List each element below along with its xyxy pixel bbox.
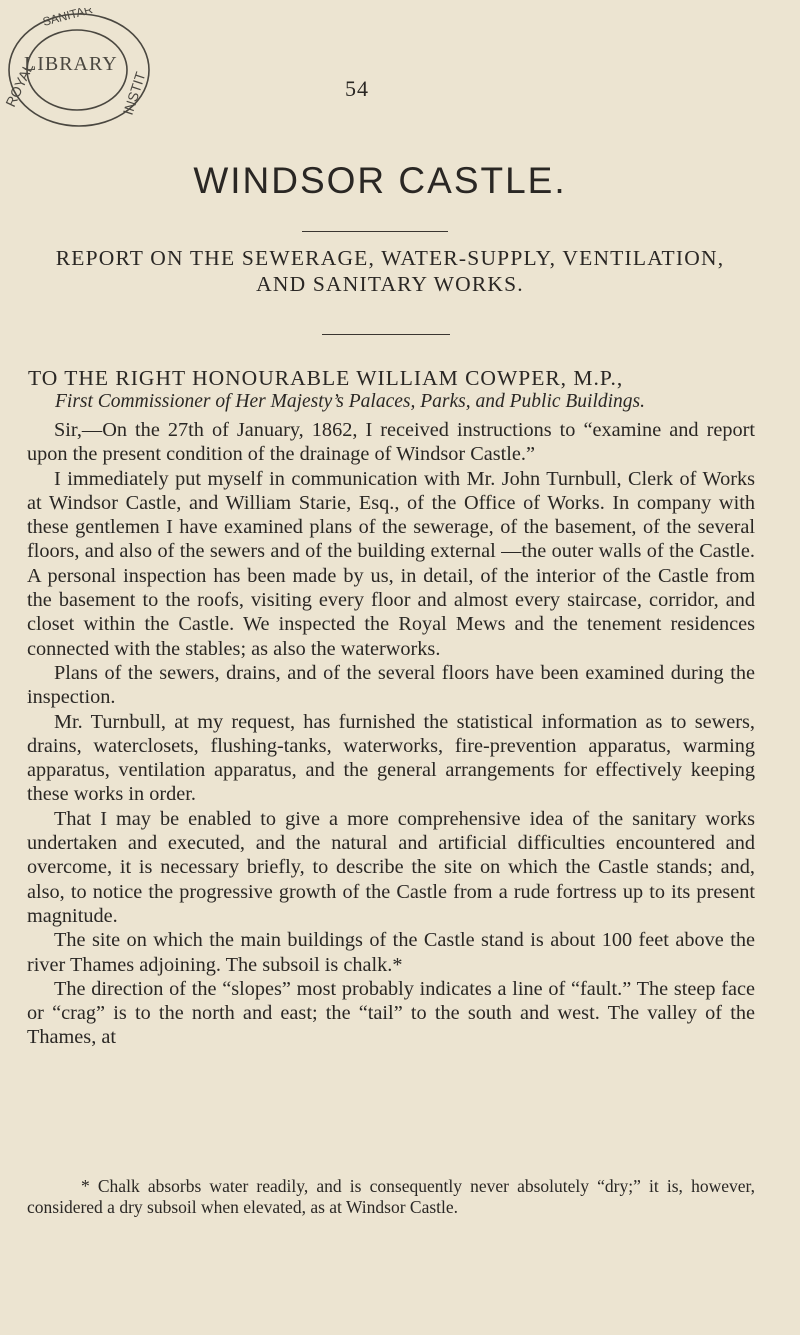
paragraph: Mr. Turnbull, at my request, has furnished the statistical information as to sewers, drains, waterclosets, flushing-tanks, waterworks, fire-prevention apparatus, warming apparatus, ventilation apparatus, and the general arrangements for effectively keeping these works in order.	[27, 710, 755, 806]
paragraph: Plans of the sewers, drains, and of the several floors have been examined during the inspection.	[27, 661, 755, 709]
addressee-office: First Commissioner of Her Majesty’s Palaces, Parks, and Public Buildings.	[55, 391, 646, 412]
svg-text:ROYAL: ROYAL	[4, 60, 37, 110]
svg-text:SANITAR: SANITAR	[41, 8, 95, 29]
page-title: WINDSOR CASTLE.	[193, 160, 567, 201]
subtitle-rule	[322, 334, 450, 335]
footnote-text: * Chalk absorbs water readily, and is consequently never absolutely “dry;” it is, however, considered a dry subsoil when elevated, as at Windsor Castle.	[27, 1176, 755, 1217]
paragraph: I immediately put myself in communication with Mr. John Turnbull, Clerk of Works at Windsor Castle, and William Starie, Esq., of the Office of Works. In company with these gentlemen I have examined plans of the sewerage, of the basement, of the several floors, and also of the sewers and of the building external —the outer walls of the Castle. A personal inspection has been made by us, in detail, of the interior of the Castle from the basement to the roofs, visiting every floor and almost every staircase, corridor, and closet within the Castle. We inspected the Royal Mews and the tenement residences connected with the stables; as also the waterworks.	[27, 467, 755, 660]
footnote	[27, 1176, 755, 1218]
library-stamp	[4, 8, 154, 128]
report-subtitle: REPORT ON THE SEWERAGE, WATER-SUPPLY, VENTILATION, AND SANITARY WORKS.	[55, 246, 725, 296]
page-number: 54	[345, 76, 369, 101]
paragraph: That I may be enabled to give a more comprehensive idea of the sanitary works undertaken and executed, and the natural and artificial difficulties encountered and overcome, it is necessary briefly, to describe the site on which the Castle stands; and, also, to notice the progressive growth of the Castle from a rude fortress up to its present magnitude.	[27, 807, 755, 927]
addressee-block	[28, 366, 768, 414]
addressee-name: TO THE RIGHT HONOURABLE WILLIAM COWPER, M.P.,	[28, 366, 624, 390]
report-body	[27, 418, 755, 1050]
paragraph: The site on which the main buildings of the Castle stand is about 100 feet above the river Thames adjoining. The subsoil is chalk.*	[27, 929, 755, 976]
svg-text:INSTIT: INSTIT	[119, 69, 149, 117]
title-rule	[302, 231, 448, 232]
paragraph: The direction of the “slopes” most probably indicates a line of “fault.” The steep face or “crag” is to the north and east; the “tail” to the south and west. The valley of the Thames, at	[27, 977, 755, 1049]
stamp-text: LIBRARY	[24, 53, 118, 75]
paragraph: Sir,—On the 27th of January, 1862, I received instructions to “examine and report upon the present condition of the drainage of Windsor Castle.”	[27, 419, 755, 466]
